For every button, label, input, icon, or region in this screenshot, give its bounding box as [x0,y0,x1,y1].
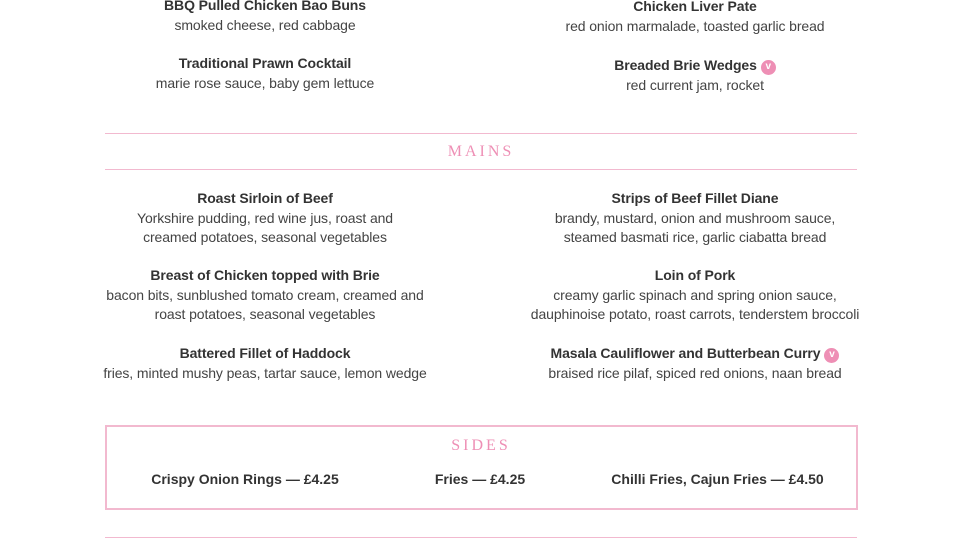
dish-name-text: Masala Cauliflower and Butterbean Curry [550,345,821,361]
dish-description: red onion marmalade, toasted garlic bread [565,17,825,34]
dish-name: Breast of Chicken topped with Brie [150,267,380,283]
dish-description: smoked cheese, red cabbage [174,16,356,33]
dish-description: red current jam, rocket [626,76,764,93]
section-divider [105,133,857,134]
dish-description: Yorkshire pudding, red wine jus, roast and [137,209,393,226]
side-item: Fries — £4.25 [434,471,526,487]
main-item [60,266,470,325]
dish-name [490,344,900,364]
starter-item [60,54,470,93]
main-item [490,344,900,383]
dish-name: Traditional Prawn Cocktail [178,55,352,71]
starter-item [60,0,470,35]
section-divider [105,537,857,538]
dish-name: BBQ Pulled Chicken Bao Buns [164,0,366,13]
vegetarian-badge-icon: v [824,348,839,363]
dish-description: brandy, mustard, onion and mushroom sauce, [554,209,836,226]
dish-name-text: Breaded Brie Wedges [614,57,757,73]
dish-description: steamed basmati rice, garlic ciabatta bread [563,229,827,245]
starter-item [490,0,900,36]
dish-name: Battered Fillet of Haddock [179,345,351,361]
vegetarian-badge-icon: v [761,60,776,75]
dish-description: bacon bits, sunblushed tomato cream, creamed and [106,286,424,303]
dish-name: Loin of Pork [654,267,736,283]
sides-heading: SIDES [451,437,511,454]
dish-name: Roast Sirloin of Beef [197,190,333,206]
dish-description: creamed potatoes, seasonal vegetables [143,229,387,245]
dish-name [490,56,900,76]
dish-description: marie rose sauce, baby gem lettuce [155,74,375,91]
main-item [490,189,900,248]
section-divider [105,169,857,170]
mains-heading: MAINS [447,143,515,160]
dish-name: Chicken Liver Pate [633,0,757,14]
main-item [60,344,470,383]
dish-description: dauphinoise potato, roast carrots, tenderstem broccoli [530,306,860,322]
dish-name: Strips of Beef Fillet Diane [611,190,779,206]
dish-description: creamy garlic spinach and spring onion sauce, [553,286,837,303]
main-item [490,266,900,325]
starter-item [490,56,900,95]
dish-description: fries, minted mushy peas, tartar sauce, lemon wedge [103,364,427,381]
dish-description: braised rice pilaf, spiced red onions, naan bread [548,364,842,381]
side-item: Chilli Fries, Cajun Fries — £4.50 [611,471,824,487]
dish-description: roast potatoes, seasonal vegetables [154,306,376,322]
side-item: Crispy Onion Rings — £4.25 [151,471,339,487]
main-item [60,189,470,248]
